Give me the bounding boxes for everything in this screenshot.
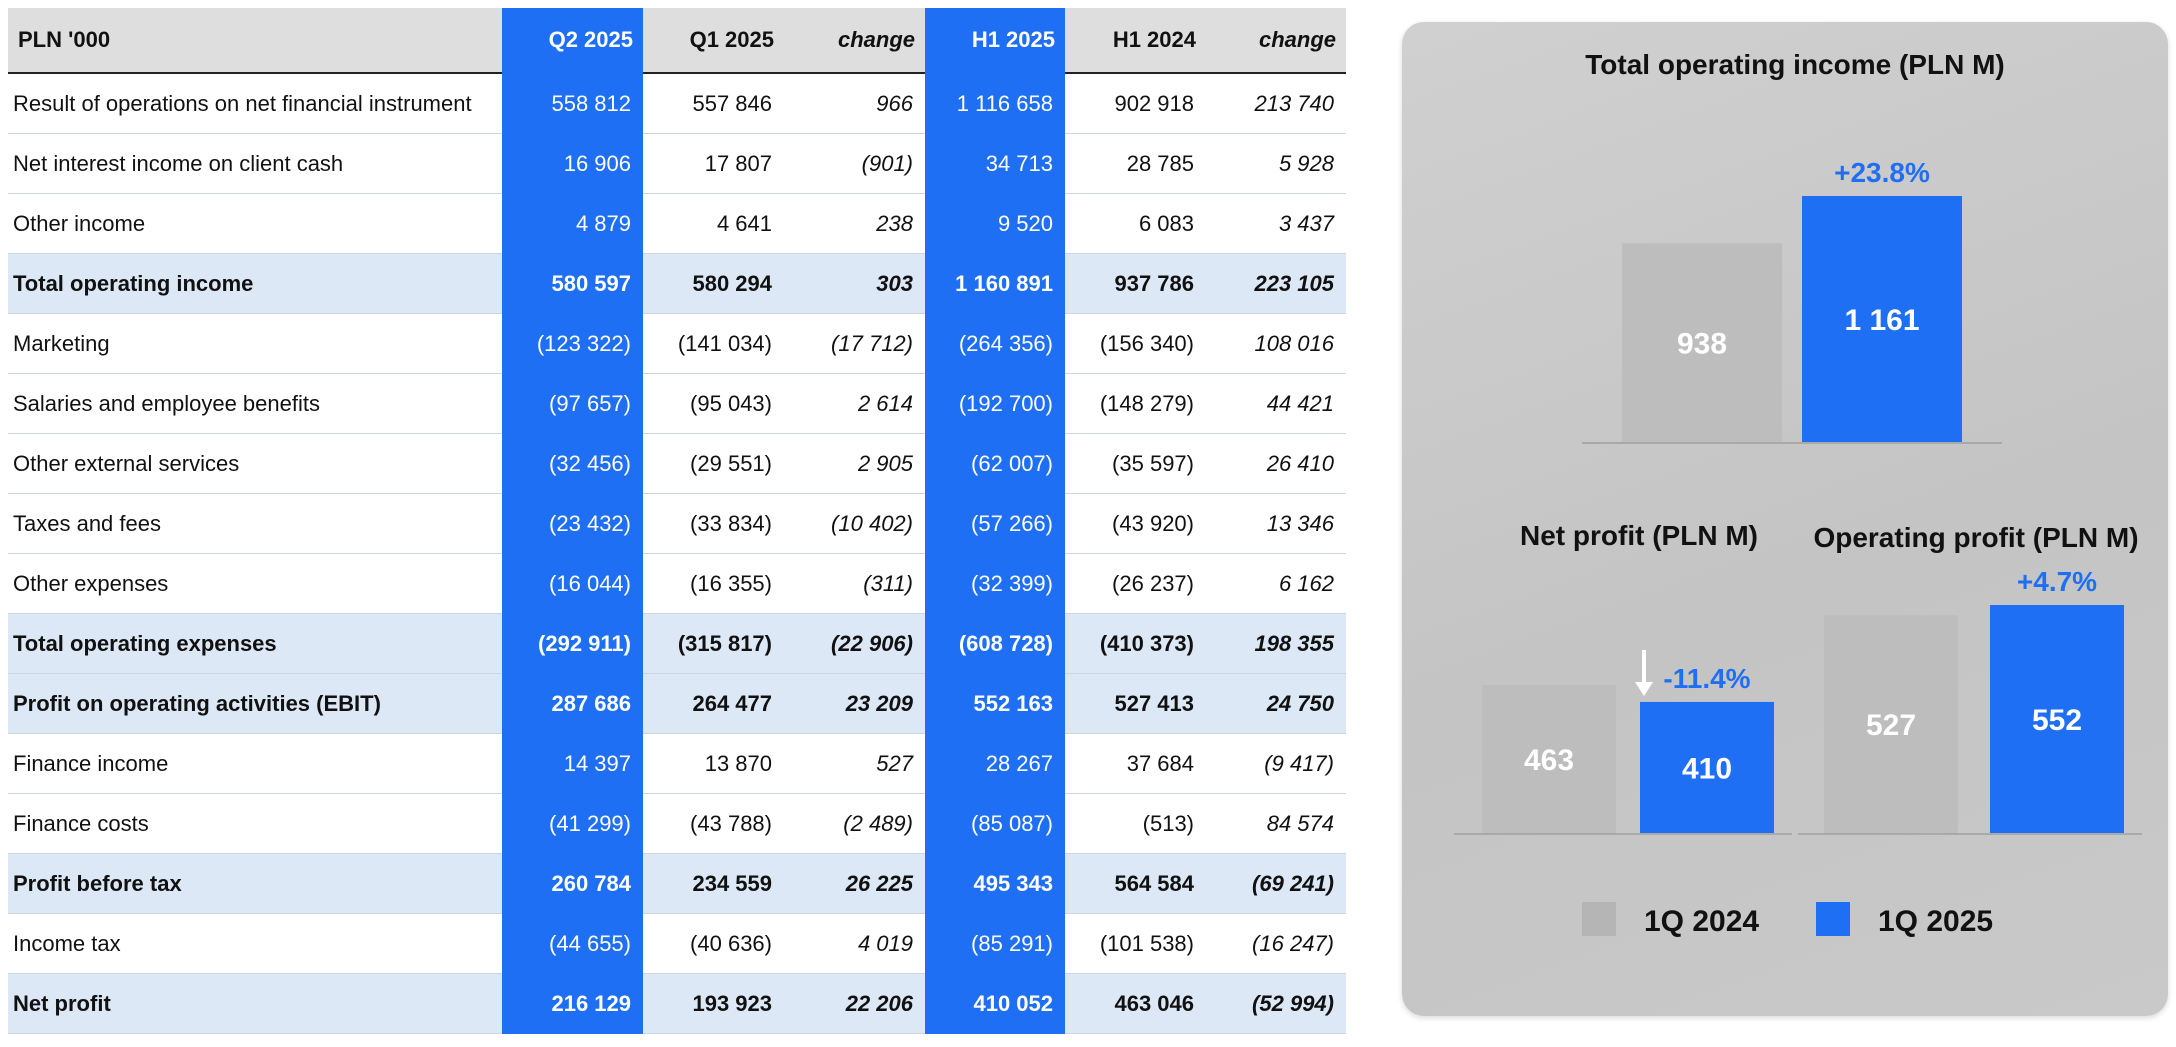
charts-panel xyxy=(1402,22,2168,1016)
cell-q2-2025: 558 812 xyxy=(502,73,643,134)
cell-quarter-change: (10 402) xyxy=(784,494,925,554)
row-label: Other expenses xyxy=(8,554,502,614)
bar-value-label: 1 161 xyxy=(1844,304,1920,337)
cell-half-change: (69 241) xyxy=(1206,854,1346,914)
cell-h1-2024: 28 785 xyxy=(1065,134,1206,194)
cell-quarter-change: 2 905 xyxy=(784,434,925,494)
income-statement-table xyxy=(8,8,1346,1034)
charts-svg xyxy=(1402,22,2168,1016)
cell-h1-2024: (156 340) xyxy=(1065,314,1206,374)
row-label: Net profit xyxy=(8,974,502,1034)
cell-half-change: 13 346 xyxy=(1206,494,1346,554)
cell-quarter-change: 2 614 xyxy=(784,374,925,434)
cell-q2-2025: 14 397 xyxy=(502,734,643,794)
table-row xyxy=(8,194,1346,254)
cell-h1-2024: (43 920) xyxy=(1065,494,1206,554)
row-label: Income tax xyxy=(8,914,502,974)
cell-h1-2025: 410 052 xyxy=(925,974,1065,1034)
cell-h1-2024: 564 584 xyxy=(1065,854,1206,914)
cell-q1-2025: (315 817) xyxy=(643,614,784,674)
cell-h1-2025: 1 116 658 xyxy=(925,73,1065,134)
cell-q2-2025: (123 322) xyxy=(502,314,643,374)
cell-q1-2025: 193 923 xyxy=(643,974,784,1034)
row-label: Marketing xyxy=(8,314,502,374)
header-unit-label: PLN '000 xyxy=(8,8,502,73)
cell-q1-2025: (29 551) xyxy=(643,434,784,494)
cell-half-change: (52 994) xyxy=(1206,974,1346,1034)
cell-q2-2025: (97 657) xyxy=(502,374,643,434)
header-q2-2025: Q2 2025 xyxy=(502,8,643,73)
chart-title: Operating profit (PLN M) xyxy=(1813,522,2139,553)
cell-q2-2025: 216 129 xyxy=(502,974,643,1034)
legend-swatch xyxy=(1816,902,1850,936)
table-row xyxy=(8,914,1346,974)
row-label: Finance income xyxy=(8,734,502,794)
row-label: Profit on operating activities (EBIT) xyxy=(8,674,502,734)
row-label: Finance costs xyxy=(8,794,502,854)
cell-h1-2025: 495 343 xyxy=(925,854,1065,914)
cell-quarter-change: 303 xyxy=(784,254,925,314)
cell-half-change: 5 928 xyxy=(1206,134,1346,194)
row-label: Other income xyxy=(8,194,502,254)
cell-h1-2024: 937 786 xyxy=(1065,254,1206,314)
cell-q2-2025: 287 686 xyxy=(502,674,643,734)
table-row xyxy=(8,254,1346,314)
cell-h1-2024: (35 597) xyxy=(1065,434,1206,494)
cell-h1-2025: (85 087) xyxy=(925,794,1065,854)
row-label: Taxes and fees xyxy=(8,494,502,554)
cell-q2-2025: (32 456) xyxy=(502,434,643,494)
cell-q1-2025: (95 043) xyxy=(643,374,784,434)
cell-q1-2025: 264 477 xyxy=(643,674,784,734)
table-row xyxy=(8,854,1346,914)
cell-h1-2024: 527 413 xyxy=(1065,674,1206,734)
row-label: Result of operations on net financial instrument xyxy=(8,73,502,134)
table-row xyxy=(8,73,1346,134)
bar-value-label: 463 xyxy=(1523,744,1575,777)
cell-q2-2025: 16 906 xyxy=(502,134,643,194)
cell-h1-2025: (608 728) xyxy=(925,614,1065,674)
cell-h1-2025: (192 700) xyxy=(925,374,1065,434)
row-label: Total operating expenses xyxy=(8,614,502,674)
cell-h1-2025: 552 163 xyxy=(925,674,1065,734)
cell-h1-2025: 28 267 xyxy=(925,734,1065,794)
cell-h1-2025: (85 291) xyxy=(925,914,1065,974)
bar-value-label: 938 xyxy=(1676,327,1728,361)
change-percentage-label: +4.7% xyxy=(2016,566,2098,597)
table-row xyxy=(8,374,1346,434)
cell-half-change: 198 355 xyxy=(1206,614,1346,674)
header-quarter-change: change xyxy=(784,8,925,73)
cell-h1-2025: (32 399) xyxy=(925,554,1065,614)
cell-q1-2025: (33 834) xyxy=(643,494,784,554)
down-arrow-icon xyxy=(1635,682,1653,696)
cell-quarter-change: (2 489) xyxy=(784,794,925,854)
cell-h1-2025: (264 356) xyxy=(925,314,1065,374)
change-percentage-label: +23.8% xyxy=(1834,157,1930,188)
cell-quarter-change: 527 xyxy=(784,734,925,794)
cell-h1-2024: (101 538) xyxy=(1065,914,1206,974)
cell-h1-2024: (148 279) xyxy=(1065,374,1206,434)
legend-label: 1Q 2024 xyxy=(1644,905,1760,938)
cell-half-change: 3 437 xyxy=(1206,194,1346,254)
cell-h1-2024: (26 237) xyxy=(1065,554,1206,614)
change-percentage-label: -11.4% xyxy=(1663,662,1751,694)
cell-half-change: (9 417) xyxy=(1206,734,1346,794)
cell-q1-2025: 557 846 xyxy=(643,73,784,134)
cell-half-change: 223 105 xyxy=(1206,254,1346,314)
cell-h1-2024: 37 684 xyxy=(1065,734,1206,794)
cell-h1-2024: 6 083 xyxy=(1065,194,1206,254)
header-h1-2025: H1 2025 xyxy=(925,8,1065,73)
cell-h1-2025: 1 160 891 xyxy=(925,254,1065,314)
cell-q2-2025: (44 655) xyxy=(502,914,643,974)
cell-q2-2025: (16 044) xyxy=(502,554,643,614)
cell-q1-2025: 17 807 xyxy=(643,134,784,194)
table-row xyxy=(8,614,1346,674)
cell-h1-2025: (62 007) xyxy=(925,434,1065,494)
cell-q1-2025: 13 870 xyxy=(643,734,784,794)
bar-value-label: 552 xyxy=(2031,704,2083,737)
row-label: Salaries and employee benefits xyxy=(8,374,502,434)
header-q1-2025: Q1 2025 xyxy=(643,8,784,73)
bar-value-label: 410 xyxy=(1681,752,1733,786)
table-row xyxy=(8,434,1346,494)
cell-h1-2024: 463 046 xyxy=(1065,974,1206,1034)
cell-quarter-change: 22 206 xyxy=(784,974,925,1034)
chart-title: Total operating income (PLN M) xyxy=(1585,49,2005,80)
cell-half-change: 108 016 xyxy=(1206,314,1346,374)
cell-quarter-change: (901) xyxy=(784,134,925,194)
table-row xyxy=(8,494,1346,554)
cell-q1-2025: (40 636) xyxy=(643,914,784,974)
table-body xyxy=(8,73,1346,1034)
cell-quarter-change: (17 712) xyxy=(784,314,925,374)
table-row xyxy=(8,794,1346,854)
chart-title: Net profit (PLN M) xyxy=(1520,520,1758,551)
cell-q1-2025: 234 559 xyxy=(643,854,784,914)
cell-h1-2025: 34 713 xyxy=(925,134,1065,194)
cell-q2-2025: (23 432) xyxy=(502,494,643,554)
table-row xyxy=(8,734,1346,794)
row-label: Total operating income xyxy=(8,254,502,314)
cell-h1-2025: 9 520 xyxy=(925,194,1065,254)
cell-half-change: 84 574 xyxy=(1206,794,1346,854)
row-label: Other external services xyxy=(8,434,502,494)
cell-half-change: 26 410 xyxy=(1206,434,1346,494)
cell-h1-2024: 902 918 xyxy=(1065,73,1206,134)
row-label: Profit before tax xyxy=(8,854,502,914)
cell-quarter-change: 23 209 xyxy=(784,674,925,734)
cell-quarter-change: 4 019 xyxy=(784,914,925,974)
cell-q2-2025: 4 879 xyxy=(502,194,643,254)
table-row xyxy=(8,674,1346,734)
cell-q2-2025: (41 299) xyxy=(502,794,643,854)
cell-quarter-change: (311) xyxy=(784,554,925,614)
bar-value-label: 527 xyxy=(1865,709,1917,743)
cell-q2-2025: 260 784 xyxy=(502,854,643,914)
cell-q1-2025: 580 294 xyxy=(643,254,784,314)
row-label: Net interest income on client cash xyxy=(8,134,502,194)
table-row xyxy=(8,974,1346,1034)
cell-q2-2025: 580 597 xyxy=(502,254,643,314)
table-header-row xyxy=(8,8,1346,73)
cell-q1-2025: (16 355) xyxy=(643,554,784,614)
cell-half-change: 213 740 xyxy=(1206,73,1346,134)
cell-half-change: 6 162 xyxy=(1206,554,1346,614)
table-row xyxy=(8,554,1346,614)
legend-swatch xyxy=(1582,902,1616,936)
cell-half-change: 44 421 xyxy=(1206,374,1346,434)
cell-q2-2025: (292 911) xyxy=(502,614,643,674)
header-h1-2024: H1 2024 xyxy=(1065,8,1206,73)
cell-half-change: (16 247) xyxy=(1206,914,1346,974)
header-half-change: change xyxy=(1206,8,1346,73)
table-row xyxy=(8,314,1346,374)
cell-h1-2025: (57 266) xyxy=(925,494,1065,554)
cell-q1-2025: (43 788) xyxy=(643,794,784,854)
cell-quarter-change: 26 225 xyxy=(784,854,925,914)
table-row xyxy=(8,134,1346,194)
cell-q1-2025: (141 034) xyxy=(643,314,784,374)
cell-half-change: 24 750 xyxy=(1206,674,1346,734)
cell-q1-2025: 4 641 xyxy=(643,194,784,254)
cell-quarter-change: (22 906) xyxy=(784,614,925,674)
cell-h1-2024: (513) xyxy=(1065,794,1206,854)
cell-quarter-change: 966 xyxy=(784,73,925,134)
income-statement-table-wrap xyxy=(8,8,1346,1034)
cell-h1-2024: (410 373) xyxy=(1065,614,1206,674)
cell-quarter-change: 238 xyxy=(784,194,925,254)
legend-label: 1Q 2025 xyxy=(1878,905,1994,938)
